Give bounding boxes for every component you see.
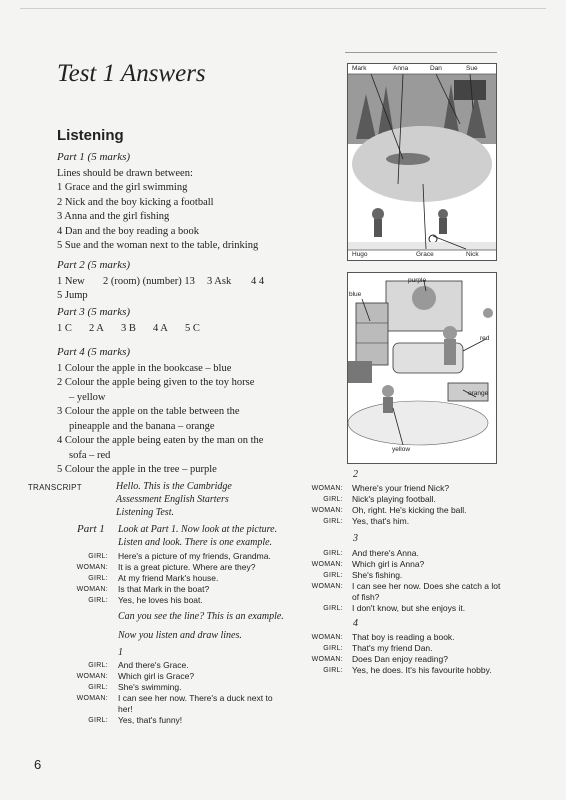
speaker: GIRL: [88, 684, 108, 691]
speaker: WOMAN: [76, 564, 108, 571]
utterance: It is a great picture. Where are they? [118, 562, 256, 572]
speaker: GIRL: [88, 575, 108, 582]
utterance: Here's a picture of my friends, Grandma. [118, 551, 271, 561]
utterance: Is that Mark in the boat? [118, 584, 210, 594]
part4-item-cont: sofa – red [69, 449, 111, 461]
part1-block [57, 151, 289, 254]
speaker: GIRL: [323, 518, 343, 525]
part2-answer: 4 4 [251, 275, 265, 287]
utterance: I can see her now. There's a duck next to [118, 693, 273, 703]
living-room-picture [347, 272, 497, 464]
utterance: That's my friend Dan. [352, 643, 433, 653]
part2-answer: 1 New [57, 275, 85, 287]
part1-heading: Part 1 (5 marks) [57, 151, 131, 163]
transcript-part-label: Part 1 [77, 523, 105, 535]
picture-top-rule [345, 52, 497, 53]
utterance: And there's Anna. [352, 548, 419, 558]
part3-answer: 1 C [57, 322, 72, 334]
part2-block [57, 259, 289, 304]
part1-item: 3 Anna and the girl fishing [57, 211, 170, 222]
park-picture [347, 63, 497, 261]
section-heading: Listening [57, 127, 124, 144]
utterance: Yes, that's funny! [118, 715, 183, 725]
utterance: At my friend Mark's house. [118, 573, 219, 583]
label-hugo: Hugo [352, 251, 368, 258]
speaker: WOMAN: [311, 583, 343, 590]
example-note: Can you see the line? This is an example. [118, 611, 284, 622]
part4-heading: Part 4 (5 marks) [57, 346, 131, 358]
part1-intro: Lines should be drawn between: [57, 167, 193, 179]
utterance: She's fishing. [352, 570, 403, 580]
utterance: Which girl is Grace? [118, 671, 195, 681]
utterance: Does Dan enjoy reading? [352, 654, 448, 664]
part3-answer: 4 A [153, 322, 168, 334]
speaker: GIRL: [323, 496, 343, 503]
part3-answer: 3 B [121, 322, 136, 334]
utterance: Yes, he does. It's his favourite hobby. [352, 665, 492, 675]
part3-block [57, 306, 289, 336]
part1-item: 5 Sue and the woman next to the table, drinking [57, 240, 259, 251]
transcript-intro-line: Assessment English Starters [116, 494, 229, 505]
question-number: 4 [353, 618, 358, 629]
part3-heading: Part 3 (5 marks) [57, 306, 131, 318]
transcript-intro-line: Hello. This is the Cambridge [116, 481, 232, 492]
part4-item: 1 Colour the apple in the bookcase – blue [57, 362, 232, 374]
speaker: GIRL: [323, 550, 343, 557]
label-mark: Mark [352, 65, 367, 72]
label-dan: Dan [430, 65, 442, 72]
transcript-part-intro [118, 523, 277, 549]
label-orange: orange [468, 390, 489, 397]
speaker: WOMAN: [311, 656, 343, 663]
part2-answer: 2 (room) (number) 13 [103, 275, 195, 287]
page-number: 6 [34, 757, 42, 772]
speaker: WOMAN: [76, 586, 108, 593]
part1-item: 2 Nick and the boy kicking a football [57, 196, 214, 208]
transcript-intro-line: Listening Test. [116, 507, 174, 518]
part1-item: 4 Dan and the boy reading a book [57, 225, 200, 237]
question-number: 3 [353, 533, 358, 544]
label-anna: Anna [393, 65, 409, 72]
utterance: And there's Grace. [118, 660, 189, 670]
label-grace: Grace [416, 251, 434, 258]
speaker: GIRL: [323, 645, 343, 652]
label-blue: blue [349, 291, 362, 298]
part-intro-line: Listen and look. There is one example. [118, 537, 273, 548]
speaker: WOMAN: [311, 485, 343, 492]
page-title: Test 1 Answers [57, 60, 206, 87]
part4-item: 5 Colour the apple in the tree – purple [57, 464, 217, 475]
label-red: red [480, 335, 490, 342]
label-purple: purple [408, 277, 427, 284]
part2-heading: Part 2 (5 marks) [57, 259, 131, 271]
label-yellow: yellow [392, 446, 411, 453]
utterance: her! [118, 704, 133, 714]
question-number: 1 [118, 647, 123, 658]
part2-row [57, 275, 289, 289]
speaker: GIRL: [323, 605, 343, 612]
speaker: GIRL: [323, 572, 343, 579]
utterance: That boy is reading a book. [352, 632, 455, 642]
speaker: WOMAN: [76, 695, 108, 702]
part4-item: 3 Colour the apple on the table between the [57, 406, 240, 417]
instruction: Now you listen and draw lines. [118, 630, 242, 641]
part3-answer: 5 C [185, 322, 200, 334]
utterance: I can see her now. Does she catch a lot [352, 581, 501, 591]
utterance: Yes, he loves his boat. [118, 595, 203, 605]
speaker: GIRL: [88, 662, 108, 669]
part4-block [57, 346, 289, 478]
part1-item: 1 Grace and the girl swimming [57, 182, 188, 193]
speaker: WOMAN: [76, 673, 108, 680]
utterance: I don't know, but she enjoys it. [352, 603, 466, 613]
part4-item-cont: – yellow [69, 391, 106, 403]
part4-item: 2 Colour the apple being given to the toy horse [57, 377, 255, 388]
utterance: Which girl is Anna? [352, 559, 425, 569]
speaker: WOMAN: [311, 561, 343, 568]
speaker: GIRL: [88, 597, 108, 604]
label-nick: Nick [466, 251, 479, 258]
transcript-label: TRANSCRIPT [27, 483, 82, 492]
utterance: Yes, that's him. [352, 516, 410, 526]
part4-item-cont: pineapple and the banana – orange [69, 420, 215, 432]
part-intro-line: Look at Part 1. Now look at the picture. [118, 524, 278, 535]
part3-answer: 2 A [89, 322, 104, 334]
part4-item: 4 Colour the apple being eaten by the man on the [57, 435, 264, 446]
label-sue: Sue [466, 65, 478, 72]
part2-answer: 3 Ask [207, 275, 232, 287]
speaker: GIRL: [88, 553, 108, 560]
speaker: GIRL: [88, 717, 108, 724]
part2-answer: 5 Jump [57, 290, 88, 301]
utterance: of fish? [352, 592, 380, 602]
speaker: WOMAN: [311, 634, 343, 641]
speaker: WOMAN: [311, 507, 343, 514]
utterance: Oh, right. He's kicking the ball. [352, 505, 467, 515]
transcript-intro [116, 480, 232, 519]
part3-row [57, 322, 289, 336]
utterance: She's swimming. [118, 682, 182, 692]
speaker: GIRL: [323, 667, 343, 674]
park-illustration [348, 64, 496, 260]
utterance: Where's your friend Nick? [352, 483, 450, 493]
top-rule [20, 8, 546, 9]
living-room-illustration [348, 273, 496, 463]
question-number: 2 [353, 469, 358, 480]
utterance: Nick's playing football. [352, 494, 436, 504]
